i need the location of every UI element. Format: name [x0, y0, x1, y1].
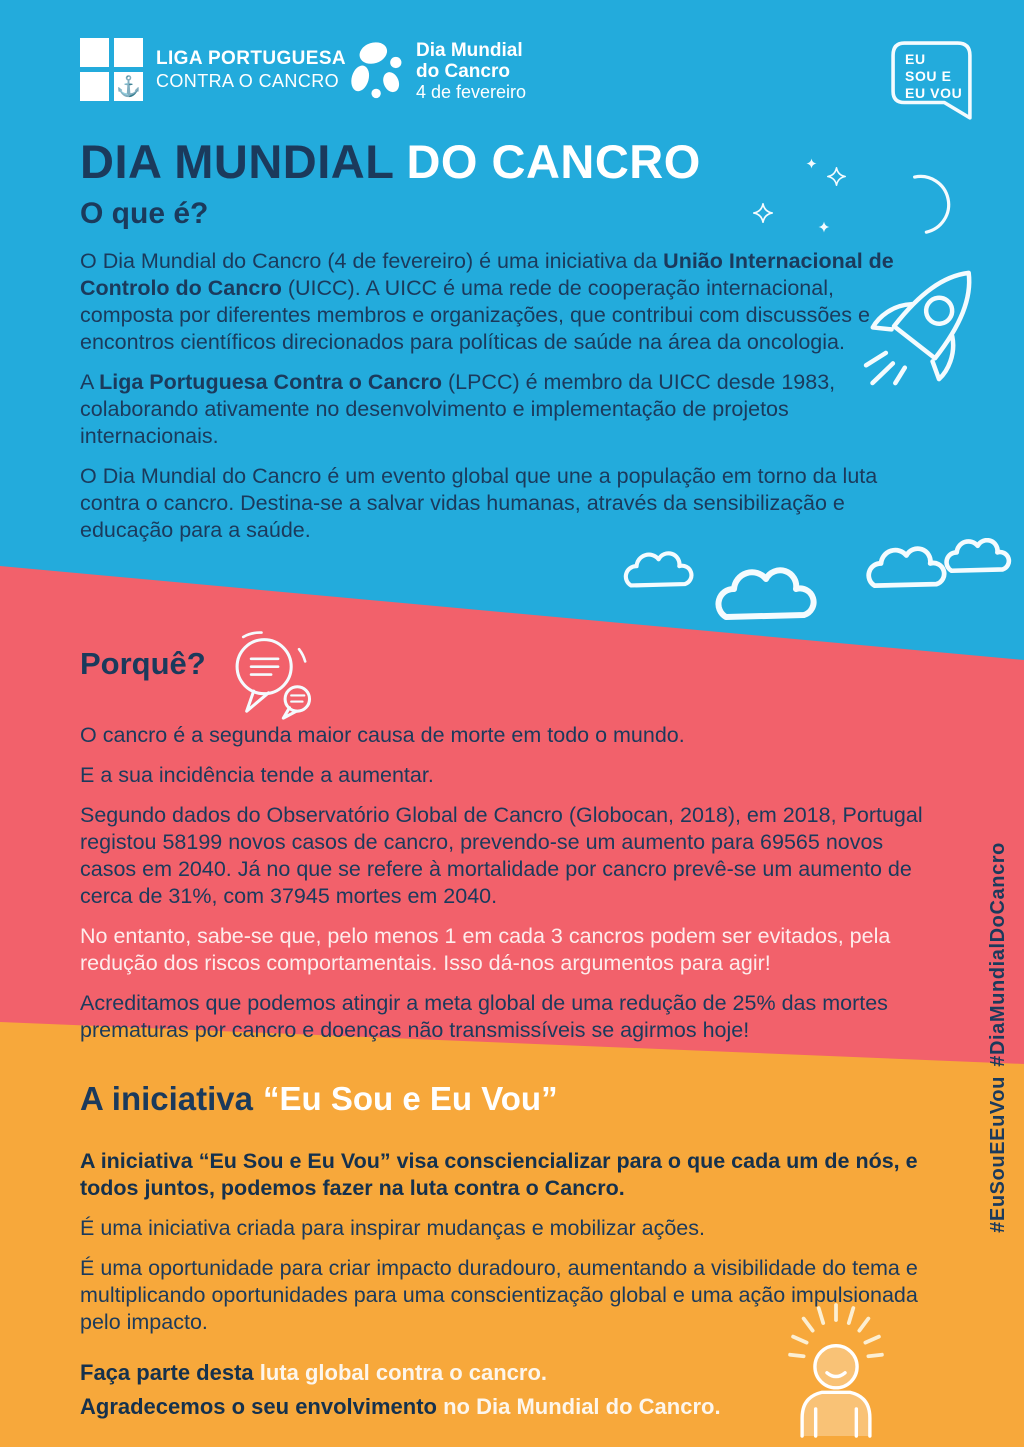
cta-line1 [80, 1356, 721, 1390]
person-rays-icon [772, 1296, 900, 1442]
paragraph [80, 248, 896, 356]
lpcc-logo-square [114, 38, 143, 67]
hashtag-eu-sou-e-eu-vou: #EuSouEEuVou [987, 1076, 1009, 1233]
cta1-dark-text: Faça parte desta [80, 1360, 260, 1385]
heading-light-part: “Eu Sou e Eu Vou” [263, 1080, 558, 1117]
paragraph: E a sua incidência tende a aumentar. [80, 763, 434, 787]
lpcc-logo-text [156, 48, 346, 92]
paragraph: Acreditamos que podemos atingir a meta global de uma redução de 25% das mortes prematuras por cancro e doenças não transmissíveis se agirmos hoje! [80, 991, 888, 1042]
page-title-dark: DIA MUNDIAL [80, 135, 395, 188]
paragraph: Segundo dados do Observatório Global de Cancro (Globocan, 2018), em 2018, Portugal registou 58199 novos casos de cancro, prevendo-se um aumento para 69565 novos casos em 2040. Já no que se refere à mortalidade por cancro prevê-se um aumento de cerca de 31%, com 37945 mortes em 2040. [80, 803, 923, 908]
dmc-logo-line2: do Cancro [416, 61, 510, 82]
paragraph-bold-text: Liga Portuguesa Contra o Cancro [99, 370, 442, 394]
cta2-dark-text: Agradecemos o seu envolvimento [80, 1394, 444, 1419]
lpcc-logo-square [80, 72, 109, 101]
paragraph-bold: A iniciativa “Eu Sou e Eu Vou” visa consciencializar para o que cada um de nós, e todos juntos, podemos fazer na luta contra o Cancro. [80, 1149, 918, 1200]
sparkle-icon [753, 203, 773, 223]
section-heading-o-que-e: O que é? [80, 197, 209, 230]
hashtag-dia-mundial-do-cancro: #DiaMundialDoCancro [987, 842, 1009, 1067]
call-to-action [80, 1356, 721, 1424]
chat-bubbles-icon [224, 628, 320, 728]
cloud-icon [616, 551, 704, 591]
paragraph-text: (UICC). A UICC é uma rede de cooperação internacional, composta por diferentes membros e organizações, que contribui com discussões e encontros científicos direcionados para políticas de saúde na área da oncologia. [80, 276, 870, 354]
paragraph-text: (LPCC) é membro da UICC desde 1983, colaborando ativamente no desenvolvimento e implementação de projetos internacionais. [80, 370, 836, 448]
cloud-icon [852, 546, 964, 592]
section-heading-porque: Porquê? [80, 646, 206, 681]
cta-line2 [80, 1390, 721, 1424]
cta1-light-text: luta global contra o cancro. [259, 1360, 548, 1385]
lpcc-emblem-icon: ⚓ [114, 72, 143, 101]
paragraph: É uma iniciativa criada para inspirar mudanças e mobilizar ações. [80, 1216, 705, 1240]
sparkle-icon [818, 221, 830, 233]
world-cancer-day-blob-icon [348, 38, 408, 100]
badge-line1: EU [905, 51, 926, 67]
badge-line3: EU VOU [905, 85, 963, 101]
paragraph: É uma oportunidade para criar impacto duradouro, aumentando a visibilidade do tema e multiplicando oportunidades para uma conscientização global e uma ação impulsionada pelo impacto. [80, 1256, 918, 1334]
cta2-light-text: no Dia Mundial do Cancro. [443, 1394, 721, 1419]
paragraph: O cancro é a segunda maior causa de morte em todo o mundo. [80, 723, 685, 747]
red-section-body [80, 722, 925, 1057]
cloud-icon [700, 567, 836, 625]
paragraph [80, 369, 896, 450]
lpcc-name-line2: CONTRA O CANCRO [156, 71, 340, 91]
badge-text [905, 51, 962, 102]
lpcc-logo-square [80, 38, 109, 67]
eu-sou-e-eu-vou-badge [890, 40, 974, 122]
dmc-logo-line1: Dia Mundial [416, 40, 523, 61]
paragraph-text: O Dia Mundial do Cancro (4 de fevereiro) é uma iniciativa da [80, 249, 664, 273]
paragraph-bold-text: União Internacional de Controlo do Cancro [80, 249, 894, 300]
section-heading-iniciativa [80, 1080, 558, 1118]
lpcc-cross-logo [80, 38, 144, 102]
page-title-light: DO CANCRO [406, 135, 701, 188]
badge-line2: SOU E [905, 68, 952, 84]
paragraph-highlight: No entanto, sabe-se que, pelo menos 1 em cada 3 cancros podem ser evitados, pela redução dos riscos comportamentais. Isso dá-nos argumentos para agir! [80, 924, 891, 975]
world-cancer-day-logo-text [416, 40, 526, 103]
blue-section-body [80, 248, 896, 557]
page-title [80, 134, 701, 189]
dmc-logo-line3: 4 de fevereiro [416, 82, 527, 102]
paragraph-text: A [80, 370, 100, 394]
sparkle-icon [806, 158, 817, 169]
heading-dark-part: A iniciativa [80, 1080, 254, 1117]
sparkle-icon [827, 167, 846, 186]
paragraph: O Dia Mundial do Cancro é um evento global que une a população em torno da luta contra o cancro. Destina-se a salvar vidas humanas, através da sensibilização e educação para a saúde. [80, 464, 878, 542]
lpcc-name-line1: LIGA PORTUGUESA [156, 48, 347, 69]
